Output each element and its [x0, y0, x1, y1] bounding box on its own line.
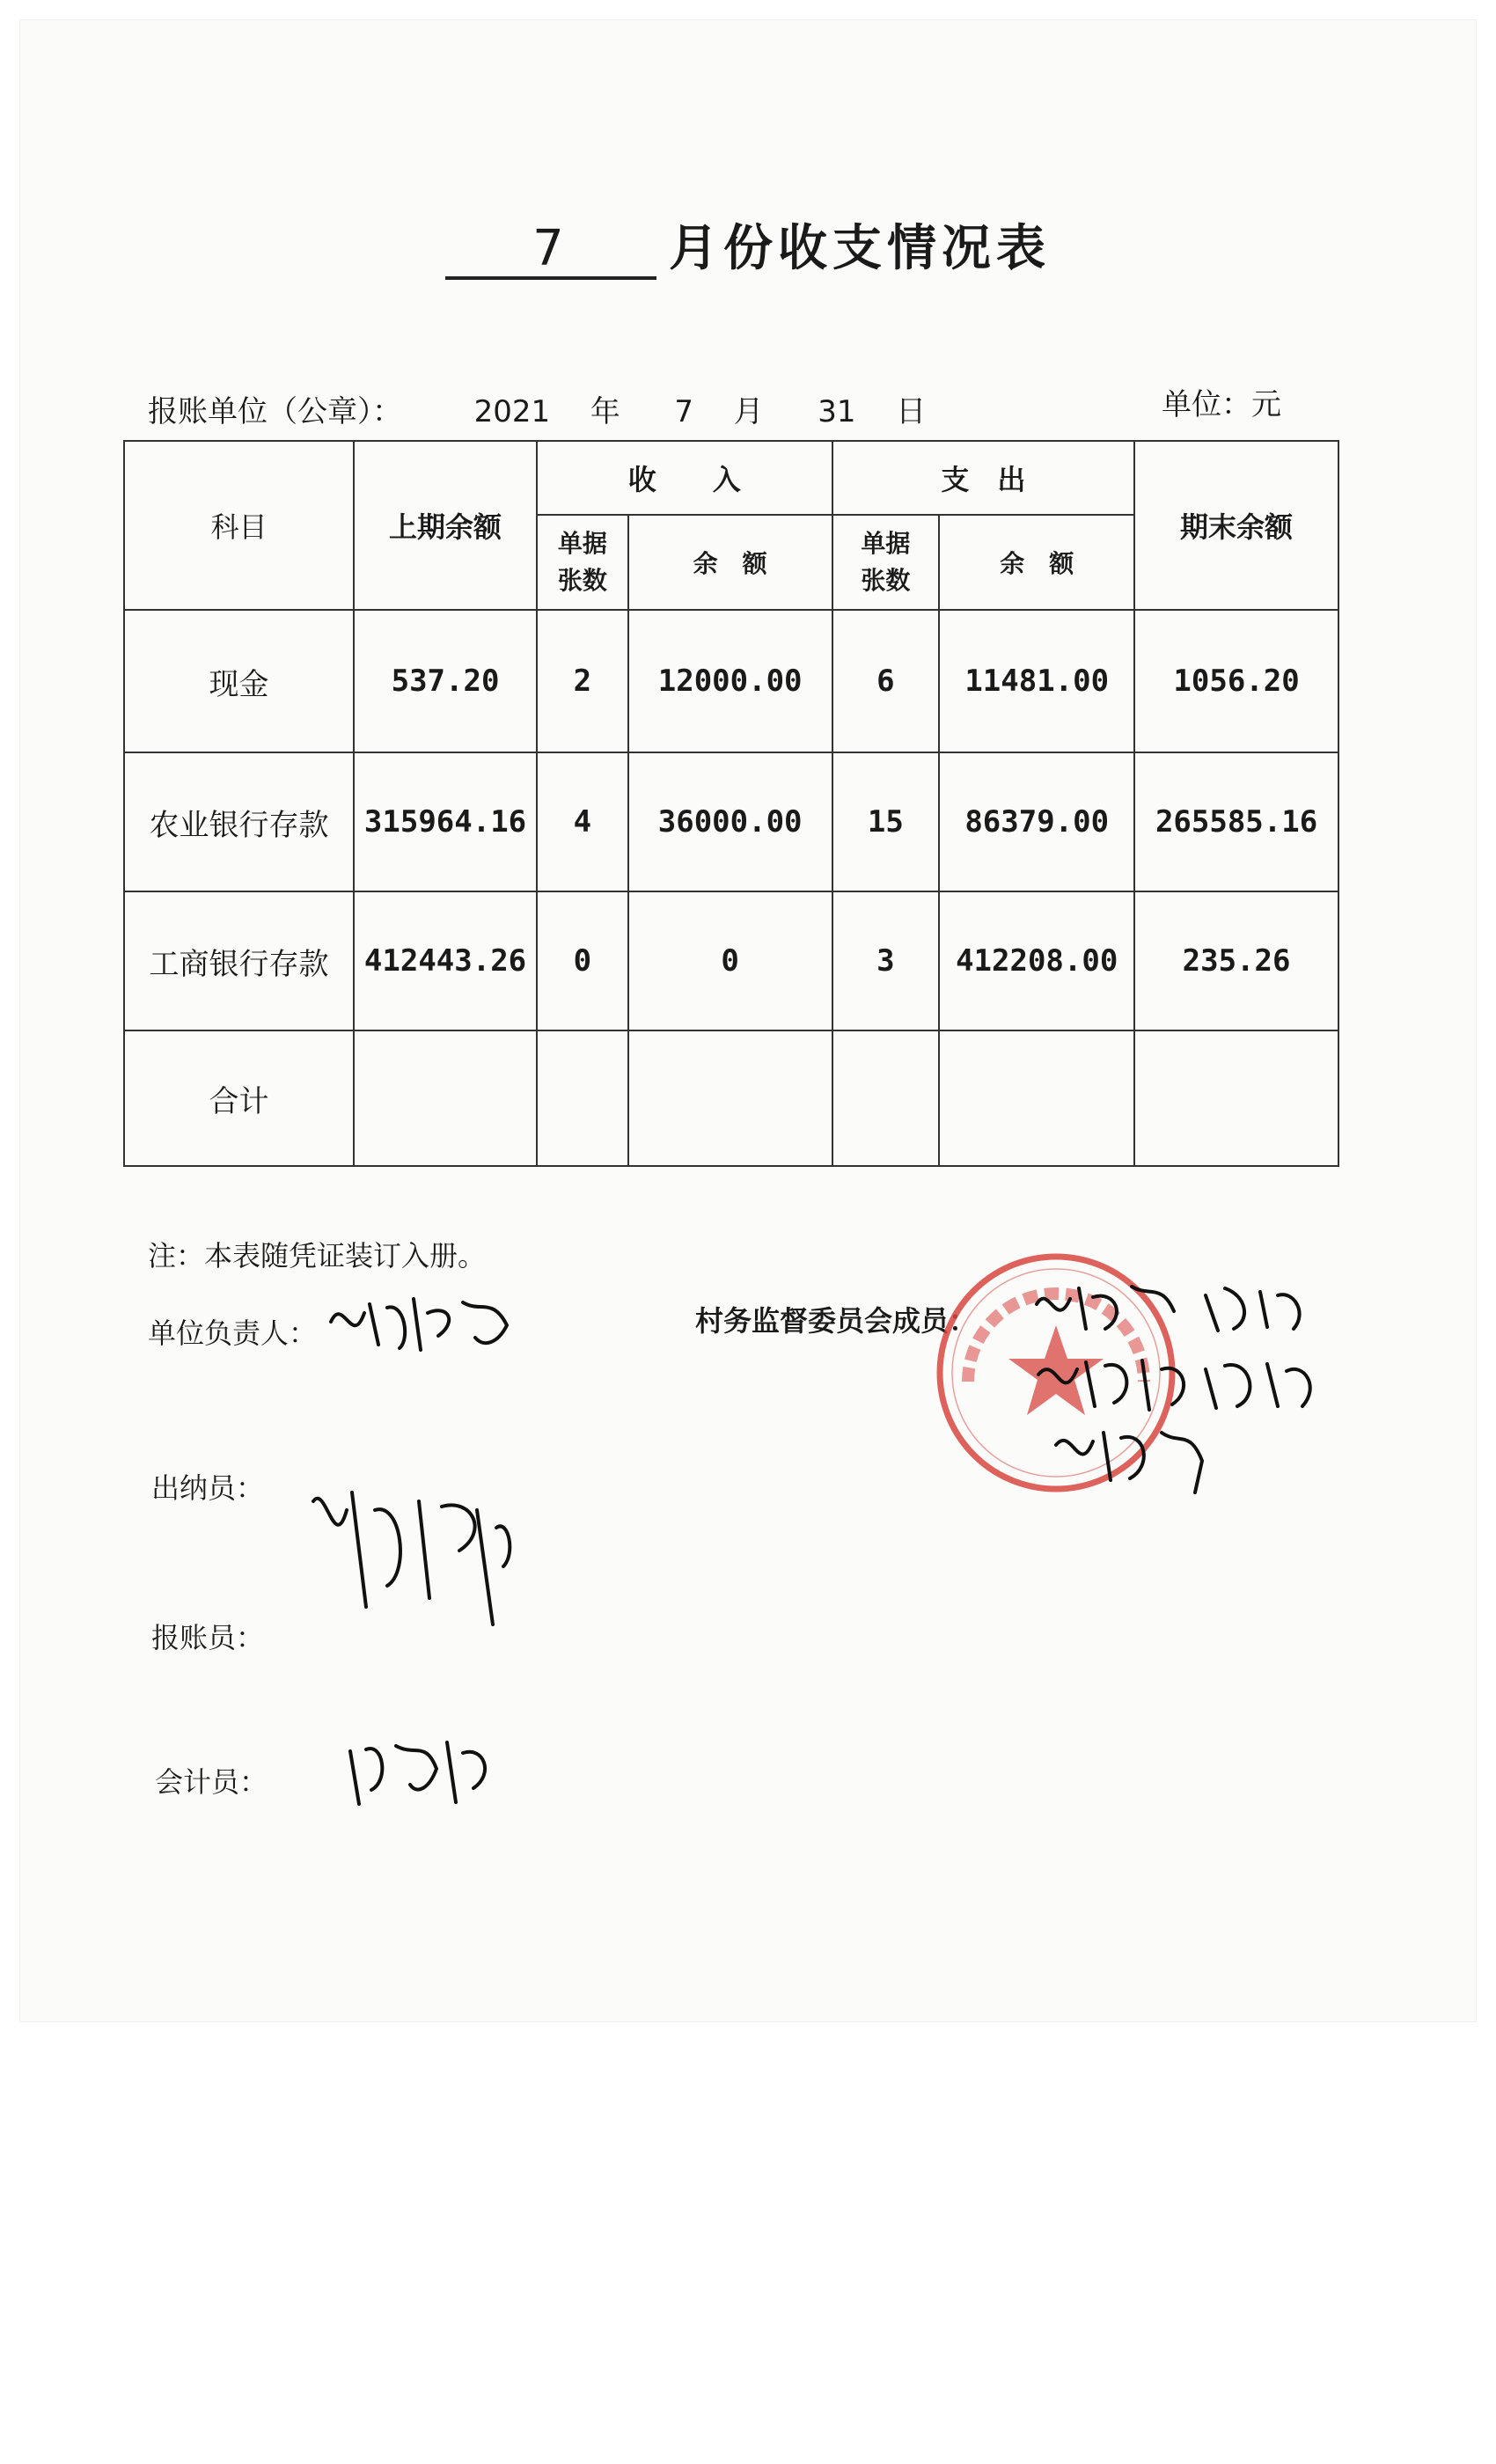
header-expense-amount: 余 额 [939, 515, 1134, 610]
cell-end-balance: 1056.20 [1134, 610, 1338, 752]
header-income-count: 单据张数 [537, 515, 628, 610]
month-label: 月 [733, 394, 764, 429]
cell-income-count: 4 [537, 752, 628, 891]
day-value: 31 [818, 394, 856, 429]
header-prev-balance: 上期余额 [354, 441, 537, 610]
cell-expense-amount [939, 1030, 1134, 1166]
cell-expense-count [832, 1030, 940, 1166]
header-subject: 科目 [124, 441, 354, 610]
cell-subject: 农业银行存款 [124, 752, 354, 891]
leader-signature [326, 1287, 519, 1360]
header-end-balance: 期末余额 [1134, 441, 1338, 610]
cell-prev-balance [354, 1030, 537, 1166]
cell-income-count: 0 [537, 891, 628, 1030]
cell-end-balance: 265585.16 [1134, 752, 1338, 891]
cell-prev-balance: 537.20 [354, 610, 537, 752]
cell-expense-amount: 412208.00 [939, 891, 1134, 1030]
cashier-signature [304, 1475, 524, 1637]
cell-income-amount: 0 [628, 891, 832, 1030]
currency-unit: 单位：元 [1162, 387, 1281, 422]
table-row [124, 610, 1338, 752]
cell-income-count: 2 [537, 610, 628, 752]
committee-signatures [1030, 1278, 1346, 1510]
cell-expense-count: 15 [832, 752, 940, 891]
cell-prev-balance: 412443.26 [354, 891, 537, 1030]
cell-subject: 工商银行存款 [124, 891, 354, 1030]
leader-label: 单位负责人： [148, 1316, 318, 1350]
table-row [124, 891, 1338, 1030]
day-label: 日 [896, 394, 927, 429]
cell-income-amount: 12000.00 [628, 610, 832, 752]
cell-end-balance: 235.26 [1134, 891, 1338, 1030]
cashier-label: 出纳员： [151, 1471, 265, 1505]
cell-income-amount: 36000.00 [628, 752, 832, 891]
footnote: 注：本表随凭证装订入册。 [148, 1239, 487, 1272]
table-row-total [124, 1030, 1338, 1166]
cell-subject: 现金 [124, 610, 354, 752]
income-expense-table [123, 440, 1339, 1167]
title-text: 月份收支情况表 [669, 219, 1051, 277]
header-expense: 支 出 [832, 441, 1135, 515]
accountant-label: 会计员： [155, 1765, 268, 1799]
table-row [124, 752, 1338, 891]
unit-label: 报账单位（公章）： [148, 394, 402, 429]
cell-expense-count: 3 [832, 891, 940, 1030]
header-income: 收 入 [537, 441, 832, 515]
accountant-signature [345, 1734, 503, 1816]
cell-expense-amount: 86379.00 [939, 752, 1134, 891]
month-value: 7 [674, 394, 694, 429]
report-meta [148, 387, 926, 430]
cell-end-balance [1134, 1030, 1338, 1166]
cell-expense-amount: 11481.00 [939, 610, 1134, 752]
cell-income-amount [628, 1030, 832, 1166]
year-label: 年 [590, 394, 620, 429]
cell-expense-count: 6 [832, 610, 940, 752]
cell-prev-balance: 315964.16 [354, 752, 537, 891]
clerk-label: 报账员： [151, 1621, 265, 1654]
page-title [0, 209, 1496, 280]
header-expense-count: 单据张数 [832, 515, 940, 610]
year-value: 2021 [473, 394, 551, 429]
committee-label: 村务监督委员会成员： [695, 1304, 978, 1338]
header-income-amount: 余 额 [628, 515, 832, 610]
cell-subject: 合计 [124, 1030, 354, 1166]
cell-income-count [537, 1030, 628, 1166]
month-blank: 7 [445, 222, 656, 280]
